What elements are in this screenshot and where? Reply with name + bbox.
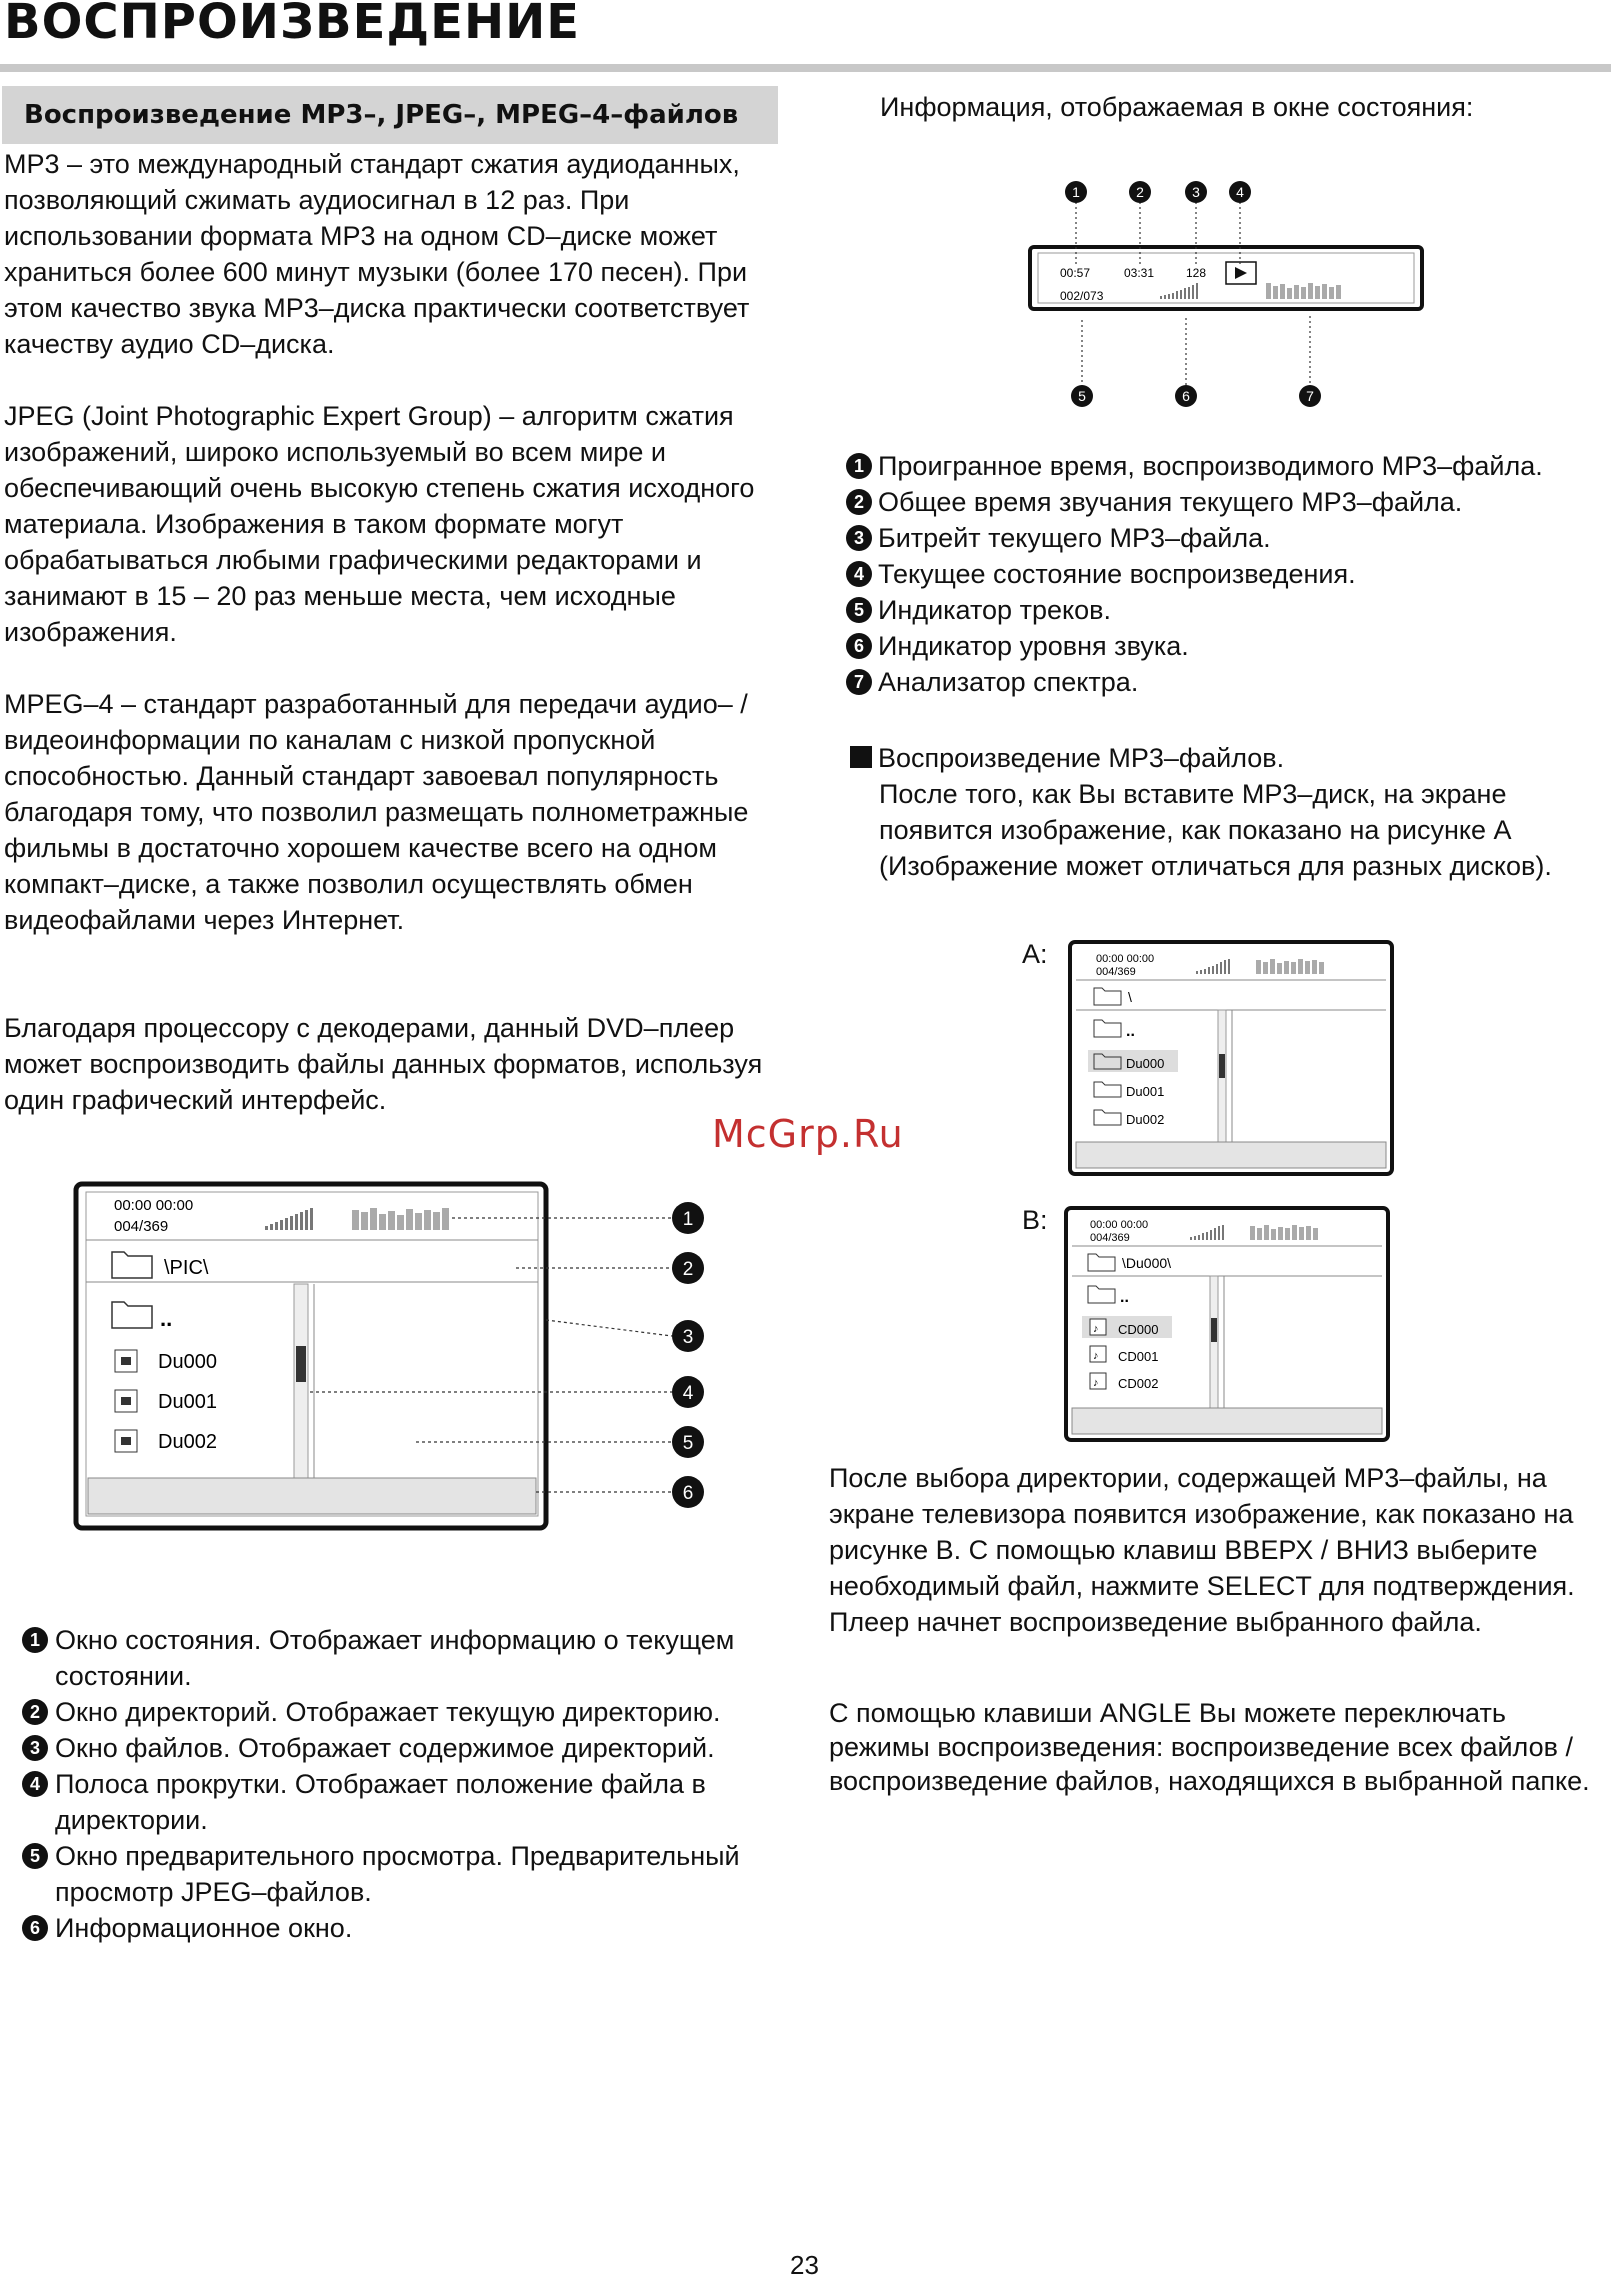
status-legend-6: 6 Индикатор уровня звука. xyxy=(846,628,1586,664)
paragraph-mp3: MP3 – это международный стандарт сжатия аудиоданных, позволяющий сжимать аудиосигнал в 12 раз. При использовании формата MP3 на одном CD–диске может храниться более 600 минут музыки (более 170 песен). При этом качество звука MP3–диска практически соответствует качеству аудио CD–диска. xyxy=(4,149,750,359)
info-window xyxy=(88,1478,536,1514)
svg-text:1: 1 xyxy=(1072,184,1080,200)
bullet-square-icon xyxy=(850,746,872,768)
section-title: Воспроизведение MP3–, JPEG–, MPEG–4–файлов xyxy=(2,86,778,144)
screen-a-label: A: xyxy=(1022,939,1048,969)
svg-text:7: 7 xyxy=(1306,388,1314,404)
big-file-1: Du001 xyxy=(158,1391,217,1413)
page-number: 23 xyxy=(790,2250,819,2280)
mp3-heading: Воспроизведение MP3–файлов. xyxy=(850,740,1590,776)
svg-text:4: 4 xyxy=(682,1383,694,1404)
status-window-diagram xyxy=(1020,170,1440,420)
paragraph-interface: Благодаря процессору с декодерами, данный DVD–плеер может воспроизводить файлы данных форматов, используя один графический интерфейс. xyxy=(4,1013,763,1115)
music-file-icon xyxy=(1090,1373,1106,1389)
status-legend xyxy=(846,448,1586,700)
screen-a-file-0: Du000 xyxy=(1126,1056,1165,1071)
svg-text:2: 2 xyxy=(1136,184,1144,200)
screen-b-time: 00:00 00:00 xyxy=(1090,1219,1149,1231)
file-browser-diagram xyxy=(60,1170,730,1540)
screen-a-time: 00:00 00:00 xyxy=(1096,953,1155,965)
screen-a-file-1: Du001 xyxy=(1126,1084,1165,1099)
status-elapsed: 00:57 xyxy=(1060,266,1091,280)
left-legend xyxy=(22,1622,792,1946)
scrollbar-thumb xyxy=(296,1346,306,1382)
legend-item-3: 3 Окно файлов. Отображает содержимое директорий. xyxy=(22,1730,792,1766)
angle-text: С помощью клавиши ANGLE Вы можете переключать режимы воспроизведения: воспроизведение всех файлов / воспроизведение файлов, находящихся в выбранной папке. xyxy=(829,1698,1590,1796)
big-parent-text: .. xyxy=(160,1306,173,1331)
status-intro: Информация, отображаемая в окне состояния: xyxy=(880,92,1474,122)
svg-text:♪: ♪ xyxy=(1093,1350,1099,1362)
paragraph-jpeg: JPEG (Joint Photographic Expert Group) – алгоритм сжатия изображений, широко используемый во всем мире и обеспечивающий очень высокую степень сжатия исходного материала. Изображения в таком формате могут обрабатываться любыми графическими редакторами и занимают в 15 – 20 раз меньше места, чем исходные изображения. xyxy=(4,401,755,647)
svg-text:♪: ♪ xyxy=(1093,1377,1099,1389)
legend-item-5: 5 Окно предварительного просмотра. Предварительный просмотр JPEG–файлов. xyxy=(22,1838,792,1910)
status-legend-7: 7 Анализатор спектра. xyxy=(846,664,1586,700)
screen-b-track: 004/369 xyxy=(1090,1232,1130,1244)
svg-text:3: 3 xyxy=(1192,184,1200,200)
svg-text:5: 5 xyxy=(682,1433,694,1454)
status-legend-5: 5 Индикатор треков. xyxy=(846,592,1586,628)
header-rule xyxy=(0,64,1611,72)
big-file-0: Du000 xyxy=(158,1351,217,1373)
big-track-text: 004/369 xyxy=(114,1218,169,1235)
legend-item-1: 1 Окно состояния. Отображает информацию о текущем состоянии. xyxy=(22,1622,792,1694)
screen-a-parent: .. xyxy=(1126,1023,1135,1040)
svg-text:6: 6 xyxy=(682,1483,694,1504)
big-time-text: 00:00 00:00 xyxy=(114,1197,194,1214)
paragraph-mpeg4: MPEG–4 – стандарт разработанный для передачи аудио– / видеоинформации по каналам с низкой пропускной способностью. Данный стандарт завоевал популярность благодаря тому, что позволил размещать полнометражные фильмы в достаточно хорошем качестве всего на одном компакт–диске, а также позволил осуществлять обмен видеофайлами через Интернет. xyxy=(4,689,749,935)
svg-text:2: 2 xyxy=(682,1259,694,1280)
screen-b-file-0: CD000 xyxy=(1118,1322,1159,1337)
screen-b-parent: .. xyxy=(1120,1289,1129,1306)
status-legend-2: 2 Общее время звучания текущего MP3–файла. xyxy=(846,484,1586,520)
status-total: 03:31 xyxy=(1124,266,1155,280)
screen-b-file-2: CD002 xyxy=(1118,1376,1159,1391)
screen-b-file-1: CD001 xyxy=(1118,1349,1159,1364)
callout-markers xyxy=(672,1202,704,1508)
svg-text:3: 3 xyxy=(682,1327,694,1348)
after-selection-text: После выбора директории, содержащей MP3–файлы, на экране телевизора появится изображение, как показано на рисунке В. С помощью клавиш ВВЕРХ / ВНИЗ выберите необходимый файл, нажмите SELECT для подтверждения. Плеер начнет воспроизведение выбранного файла. xyxy=(829,1463,1575,1637)
big-path-text: \PIC\ xyxy=(164,1257,209,1279)
screen-a-track: 004/369 xyxy=(1096,966,1136,978)
svg-text:5: 5 xyxy=(1078,388,1086,404)
screen-b-label: B: xyxy=(1022,1205,1048,1235)
screen-a-path: \ xyxy=(1128,989,1132,1005)
music-file-icon xyxy=(1090,1319,1106,1335)
screen-b-path: \Du000\ xyxy=(1122,1255,1172,1271)
legend-item-4: 4 Полоса прокрутки. Отображает положение файла в директории. xyxy=(22,1766,792,1838)
mp3-text: После того, как Вы вставите MP3–диск, на экране появится изображение, как показано на рисунке А (Изображение может отличаться для разных дисков). xyxy=(879,779,1552,881)
big-file-2: Du002 xyxy=(158,1431,217,1453)
status-legend-1: 1 Проигранное время, воспроизводимого MP3–файла. xyxy=(846,448,1586,484)
svg-text:6: 6 xyxy=(1182,388,1190,404)
svg-text:♪: ♪ xyxy=(1093,1323,1099,1335)
svg-text:1: 1 xyxy=(682,1209,694,1230)
status-legend-3: 3 Битрейт текущего MP3–файла. xyxy=(846,520,1586,556)
status-bitrate: 128 xyxy=(1186,266,1207,280)
music-file-icon xyxy=(1090,1346,1106,1362)
page-title: ВОСПРОИЗВЕДЕНИЕ xyxy=(4,0,581,50)
legend-item-6: 6 Информационное окно. xyxy=(22,1910,792,1946)
status-track: 002/073 xyxy=(1060,289,1104,303)
svg-text:4: 4 xyxy=(1236,184,1244,200)
watermark: McGrp.Ru xyxy=(712,1112,904,1156)
screen-a-diagram xyxy=(1066,938,1396,1178)
screen-a-file-2: Du002 xyxy=(1126,1112,1165,1127)
status-legend-4: 4 Текущее состояние воспроизведения. xyxy=(846,556,1586,592)
legend-item-2: 2 Окно директорий. Отображает текущую директорию. xyxy=(22,1694,792,1730)
screen-b-diagram xyxy=(1062,1204,1392,1444)
